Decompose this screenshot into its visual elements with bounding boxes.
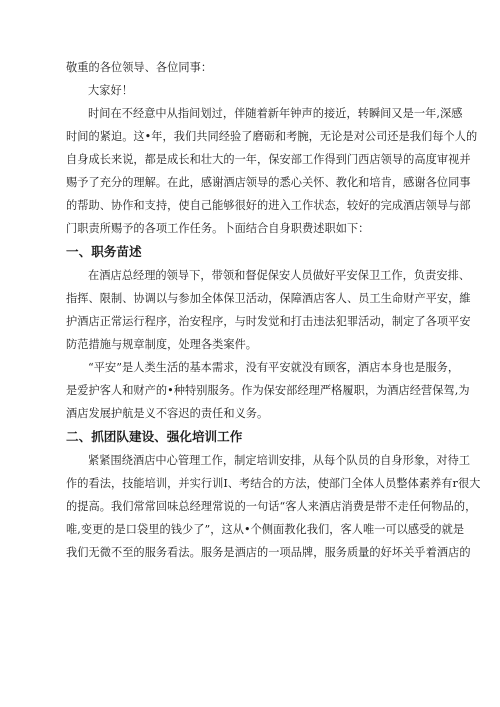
section-1-heading: 一、职务苗述 xyxy=(66,244,142,259)
text-line: 赐予了充分的理解。在此，感谢酒店领导的悉心关怀、教化和培肯，感谢各位同事 xyxy=(66,176,471,189)
text-line: 门职责所赐予的各项工作任务。卜面结合自身职费述职如下： xyxy=(66,222,370,235)
text-line: 指挥、限制、协调以与参加全体保卫活动，保障酒店客人、员工生命财产平安，維 xyxy=(66,292,471,305)
text-line: 作的看法，技能培训，并实行训I、考结合的方法，使部门全体人员整体素养有r很大 xyxy=(66,477,481,490)
text-line: 紧紧围绕酒店中心管理工作，制定培训安排，从每个队员的自身形象，对待工 xyxy=(88,454,471,467)
section-1-paragraph-2 xyxy=(66,356,470,425)
salutation: 敬重的各位领导、各位同事： xyxy=(66,61,213,74)
text-line: 时间在不经意中从指间划过，伴随着新年钟声的接近，转瞬间又是一年,深感 xyxy=(88,107,463,120)
text-line: 唯,变更的是口袋里的钱少了”，这从•个侧面教化我们，客人唯一可以感受的就是 xyxy=(66,523,465,536)
text-line: 的帮助、协作和支持，使自己能够很好的进入工作状态，较好的完成酒店领导与部 xyxy=(66,199,471,212)
greeting: 大家好！ xyxy=(88,84,133,97)
text-line: 是爱护客人和财产的•种特别服务。作为保安部经理严格履职，为酒店经营保驾,为 xyxy=(66,384,470,397)
section-2-paragraph-1 xyxy=(66,449,481,564)
document-page xyxy=(66,56,481,564)
text-line: 的提高。我们常常回味总经理常说的一句话“客人来酒店消费是带不走任何物品的， xyxy=(66,500,477,513)
text-line: 防范措施与规章制度，处理各类案件。 xyxy=(66,338,258,351)
section-2-heading: 二、抓团队建设、强化培训工作 xyxy=(66,429,243,444)
text-line: 我们无微不至的服务看法。服务是酒店的一项品牌，服务质量的好坏关乎着酒店的 xyxy=(66,546,471,559)
text-line: 酒店发展护航是义不容迟的责任和义务。 xyxy=(66,407,269,420)
text-line: 在酒店总经理的领导下，带领和督促保安人员做好平安保卫工作，负责安排、 xyxy=(88,269,471,282)
text-line: 护酒店正常运行程序，治安程序，与时发觉和打击违法犯罪活动，制定了各项平安 xyxy=(66,315,471,328)
intro-paragraph xyxy=(66,102,478,240)
text-line: 时间的紧迫。这•年，我们共同经验了磨砺和考腕，无论是对公司还是我们每个人的 xyxy=(66,130,478,143)
text-line: “平安”是人类生活的基本需求，没有平安就没有顾客，酒店本身也是服务， xyxy=(88,361,460,374)
text-line: 自身成长来说，都是成长和壮大的一年，保安部工作得到门西店领导的高度审视并 xyxy=(66,153,471,166)
section-1-paragraph-1 xyxy=(66,264,471,356)
